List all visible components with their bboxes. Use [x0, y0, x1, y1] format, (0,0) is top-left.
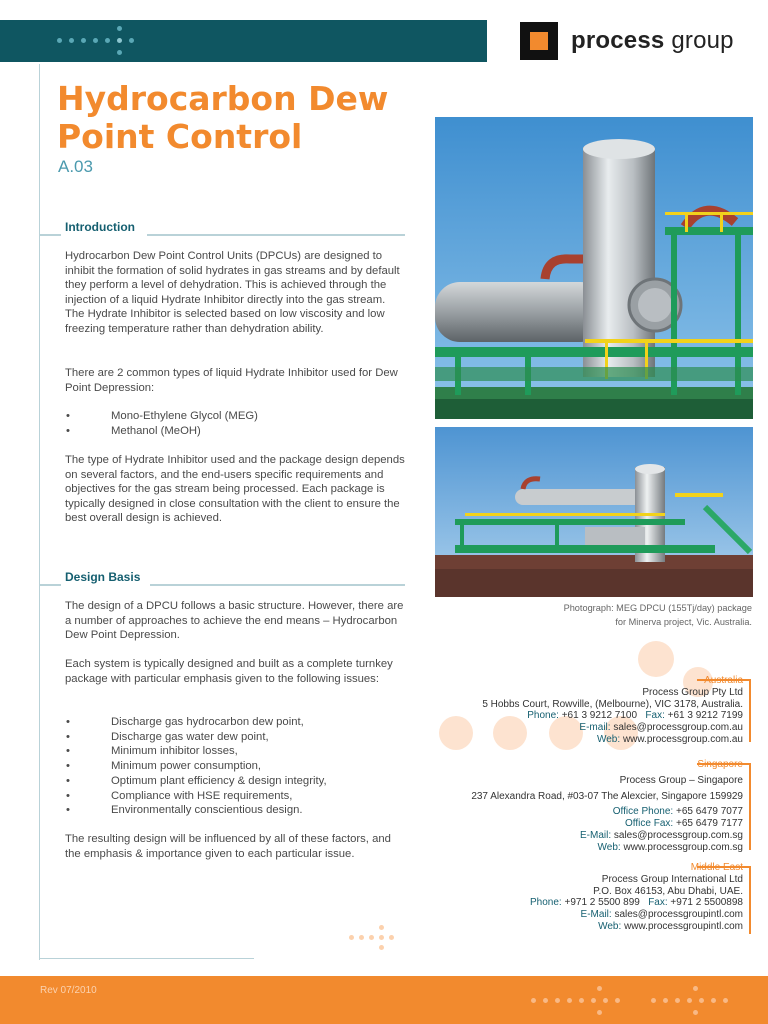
- singapore-web-link[interactable]: www.processgroup.com.sg: [623, 841, 743, 853]
- process-group-logo[interactable]: process group: [520, 22, 734, 60]
- middle-east-web-link[interactable]: www.processgroupintl.com: [624, 920, 743, 932]
- introduction-heading: Introduction: [39, 220, 405, 236]
- document-code: A.03: [58, 157, 93, 176]
- australia-web-link[interactable]: www.processgroup.com.au: [622, 733, 743, 745]
- photo-caption: Photograph: MEG DPCU (155Tj/day) package for Minerva project, Vic. Australia.: [563, 603, 752, 627]
- design-paragraph-2: Each system is typically designed and built as a complete turnkey package with particular emphasis given to the following issues:: [65, 658, 393, 685]
- contact-australia: Australia Process Group Pty Ltd 5 Hobbs Court, Rowville, (Melbourne), VIC 3178, Australia. Phone: +61 3 9212 7100 Fax: +61 3 9212 7199 E-mail: sales@processgroup.com.au Web: www.processgroup.com.au: [482, 675, 743, 745]
- dpcu-photo-2: [435, 427, 753, 597]
- contact-singapore: Singapore Process Group – Singapore 237 Alexandra Road, #03-07 The Alexcier, Singapore 159929 Office Phone: +65 6479 7077 Office Fax: +65 6479 7177 E-Mail: sales@processgroup.com.sg Web: www.processgroup.com.sg: [471, 759, 743, 853]
- page-title: Hydrocarbon Dew Point Control: [57, 79, 389, 156]
- left-margin-line: [39, 64, 40, 960]
- middle-east-email-link[interactable]: sales@processgroupintl.com: [614, 909, 743, 921]
- design-basis-heading: Design Basis: [39, 570, 405, 586]
- intro-paragraph-3: The type of Hydrate Inhibitor used and the package design depends on several factors, and the end-users specific requirements and objectives for the gas stream being processed. Each package is typically designed in close consultation with the client to ensure the best overall design is achieved.: [65, 454, 405, 525]
- list-item: • Compliance with HSE requirements,: [65, 789, 405, 804]
- singapore-email-link[interactable]: sales@processgroup.com.sg: [613, 829, 743, 841]
- revision-label: Rev 07/2010: [40, 985, 97, 996]
- australia-email-link[interactable]: sales@processgroup.com.au: [613, 722, 743, 734]
- singapore-accent-bar: [749, 763, 751, 850]
- middle-east-accent-bar: [749, 866, 751, 934]
- australia-accent-bar: [749, 679, 751, 742]
- design-paragraph-1: The design of a DPCU follows a basic structure. However, there are a number of approaches to achieve the end means – Hydrocarbon Dew Point Depression.: [65, 600, 404, 642]
- dpcu-photo-1: [435, 117, 753, 419]
- inhibitor-list: [65, 409, 405, 438]
- list-item: • Optimum plant efficiency & design integrity,: [65, 774, 405, 789]
- design-issues-list: [65, 715, 405, 818]
- design-paragraph-3: The resulting design will be influenced by all of these factors, and the emphasis & importance given to each particular issue.: [65, 833, 391, 860]
- list-item: • Minimum inhibitor losses,: [65, 744, 405, 759]
- list-item: • Minimum power consumption,: [65, 759, 405, 774]
- intro-paragraph-1: Hydrocarbon Dew Point Control Units (DPCUs) are designed to inhibit the formation of solid hydrates in gas streams and by default they perform a level of dehydration. This is achieved through the injection of a liquid Hydrate Inhibitor directly into the gas stream. The Hydrate Inhibitor is selected based on low viscosity and low freezing temperature rather than dehydration ability.: [65, 250, 400, 335]
- list-item: • Discharge gas water dew point,: [65, 730, 405, 745]
- logo-square-icon: [520, 22, 558, 60]
- bottom-margin-line: [39, 958, 254, 959]
- list-item: • Methanol (MeOH): [65, 424, 405, 439]
- intro-paragraph-2: There are 2 common types of liquid Hydrate Inhibitor used for Dew Point Depression:: [65, 367, 398, 394]
- list-item: • Environmentally conscientious design.: [65, 803, 405, 818]
- list-item: • Mono-Ethylene Glycol (MEG): [65, 409, 405, 424]
- list-item: • Discharge gas hydrocarbon dew point,: [65, 715, 405, 730]
- contact-middle-east: Middle East Process Group International Ltd P.O. Box 46153, Abu Dhabi, UAE. Phone: +971 2 5500 899 Fax: +971 2 5500898 E-Mail: sales@processgroupintl.com Web: www.processgroupintl.com: [530, 862, 743, 932]
